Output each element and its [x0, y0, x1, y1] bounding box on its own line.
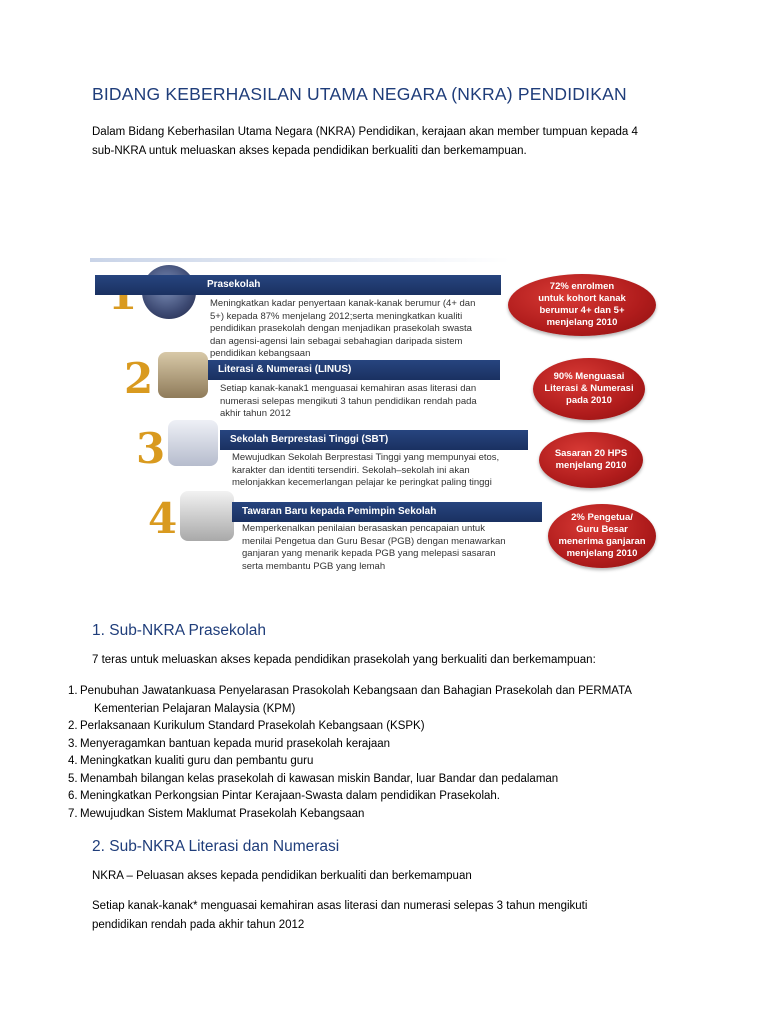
prasekolah-list	[68, 683, 632, 823]
band-sbt: Sekolah Berprestasi Tinggi (SBT)	[220, 430, 528, 450]
target-line: Sasaran 20 HPS	[554, 448, 628, 459]
target-oval	[548, 504, 656, 568]
target-line: menjelang 2010	[566, 548, 638, 559]
row-number: 2	[124, 354, 154, 403]
desc-line: numerasi selepas mengikuti 3 tahun pendidikan rendah pada	[220, 395, 477, 407]
list-item	[68, 736, 632, 754]
list-item	[68, 788, 632, 806]
list-item	[68, 753, 632, 771]
section-heading-prasekolah: 1. Sub-NKRA Prasekolah	[92, 622, 267, 639]
target-line: 72% enrolmen	[549, 281, 615, 292]
intro-paragraph	[92, 123, 682, 161]
para-line: Setiap kanak-kanak* menguasai kemahiran asas literasi dan numerasi selepas 3 tahun mengikuti	[92, 900, 588, 912]
section-lead: 7 teras untuk meluaskan akses kepada pendidikan prasekolah yang berkualiti dan berkemampuan:	[92, 654, 596, 666]
target-oval	[508, 274, 656, 336]
band-linus: Literasi & Numerasi (LINUS)	[208, 360, 500, 380]
target-line: menerima ganjaran	[558, 536, 646, 547]
list-item	[68, 683, 632, 718]
stethoscope-photo-icon	[168, 420, 218, 466]
books-photo-icon	[158, 352, 208, 398]
glasses-photo-icon	[180, 491, 234, 541]
list-text: Mewujudkan Sistem Maklumat Prasekolah Kebangsaan	[80, 807, 365, 820]
target-line: 2% Pengetua/	[571, 512, 633, 523]
list-text: Penubuhan Jawatankuasa Penyelarasan Prasokolah Kebangsaan dan Bahagian Prasekolah dan PERMATA	[80, 685, 632, 697]
desc-line: Setiap kanak-kanak1 menguasai kemahiran asas literasi dan	[220, 383, 477, 394]
list-item	[68, 771, 632, 789]
desc-line: karakter dan identiti tersendiri. Sekolah–sekolah ini akan	[232, 464, 470, 476]
desc-line: menilai Pengetua dan Guru Besar (PGB) dengan menawarkan	[242, 535, 506, 547]
target-line: 90% Menguasai	[553, 371, 625, 382]
desc-line: Mewujudkan Sekolah Berprestasi Tinggi yang mempunyai etos,	[232, 452, 500, 463]
list-number: 4.	[68, 755, 78, 767]
desc-line: serta membantu PGB yang lemah	[242, 560, 386, 572]
target-line: pada 2010	[566, 395, 612, 406]
target-line: Literasi & Numerasi	[544, 383, 634, 394]
target-line: berumur 4+ dan 5+	[539, 305, 625, 316]
target-line: menjelang 2010	[546, 317, 618, 328]
row-description	[232, 452, 499, 490]
desc-line: Memperkenalkan penilaian berasaskan pencapaian untuk	[242, 523, 485, 534]
band-tawaran-baru: Tawaran Baru kepada Pemimpin Sekolah	[232, 502, 542, 522]
desc-line: akhir tahun 2012	[220, 408, 291, 419]
desc-line: Meningkatkan kadar penyertaan kanak-kanak berumur (4+ dan	[210, 298, 476, 309]
target-line: Guru Besar	[576, 524, 628, 535]
list-number: 7.	[68, 807, 78, 820]
desc-line: pendidikan kebangsaan	[210, 348, 311, 359]
row-description	[242, 523, 506, 573]
list-number: 1.	[68, 685, 78, 697]
desc-line: pendidikan prasekolah dengan menjadikan prasekolah swasta	[210, 323, 472, 334]
para-line: pendidikan rendah pada akhir tahun 2012	[92, 919, 305, 931]
list-text: Menyeragamkan bantuan kepada murid prasekolah kerajaan	[80, 737, 391, 750]
list-number: 3.	[68, 737, 78, 750]
list-item	[68, 718, 632, 736]
target-oval	[533, 358, 645, 420]
section2-paragraph	[92, 897, 587, 935]
list-text: Menambah bilangan kelas prasekolah di kawasan miskin Bandar, luar Bandar dan pedalaman	[80, 772, 559, 785]
target-oval	[539, 432, 643, 488]
section-heading-literasi: 2. Sub-NKRA Literasi dan Numerasi	[92, 838, 340, 855]
row-description	[220, 383, 477, 421]
nkra-statement: NKRA – Peluasan akses kepada pendidikan berkualiti dan berkemampuan	[92, 870, 472, 882]
list-item	[68, 806, 632, 824]
nkra-infographic	[90, 258, 660, 588]
desc-line: ganjaran yang menarik kepada PGB yang melepasi sasaran	[242, 548, 496, 559]
page-title: BIDANG KEBERHASILAN UTAMA NEGARA (NKRA) PENDIDIKAN	[92, 84, 627, 104]
target-line: untuk kohort kanak	[538, 293, 626, 304]
list-number: 5.	[68, 772, 78, 785]
list-text: Meningkatkan kualiti guru dan pembantu guru	[80, 755, 314, 767]
row-number: 3	[136, 424, 166, 473]
list-number: 2.	[68, 720, 78, 732]
intro-line: sub-NKRA untuk meluaskan akses kepada pendidikan berkualiti dan berkemampuan.	[92, 145, 527, 157]
band-prasekolah: Prasekolah	[95, 275, 501, 295]
desc-line: 5+) kepada 87% menjelang 2012;serta meningkatkan kualiti	[210, 310, 463, 322]
desc-line: melonjakkan kecemerlangan pelajar ke peringkat paling tinggi	[232, 477, 492, 488]
top-strip	[90, 258, 510, 262]
list-number: 6.	[68, 790, 78, 802]
intro-line: Dalam Bidang Keberhasilan Utama Negara (NKRA) Pendidikan, kerajaan akan member tumpuan kepada 4	[92, 126, 638, 138]
target-line: menjelang 2010	[555, 460, 627, 471]
desc-line: dan agensi-agensi lain sebagai sebahagian daripada sistem	[210, 335, 463, 347]
row-description	[210, 298, 475, 361]
list-text: Meningkatkan Perkongsian Pintar Kerajaan-Swasta dalam pendidikan Prasekolah.	[80, 790, 500, 802]
row-number: 4	[148, 494, 178, 543]
list-text: Perlaksanaan Kurikulum Standard Prasekolah Kebangsaan (KSPK)	[80, 720, 425, 732]
list-text: Kementerian Pelajaran Malaysia (KPM)	[94, 702, 296, 715]
